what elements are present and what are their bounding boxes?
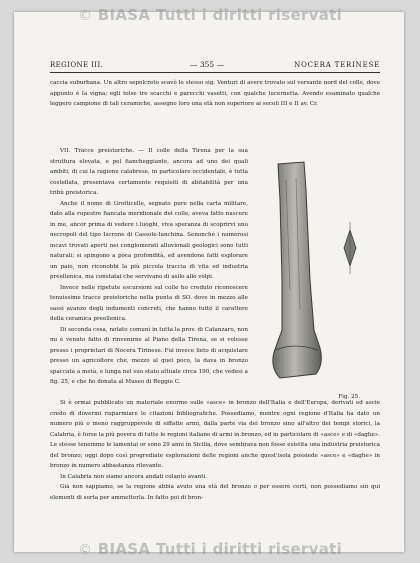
paragraph: Di seconda cosa, notato comunì in tutta la prov. di Catanzaro, non mi è venuto fatto di rinvenirne al Piano della Tirena, se si volesse presso i proprietari di Nocera Tirinese. Fui invece lieto di acquistare presso un agricoltore che, mezzo al quel poco, la dava in bronzo spaccata a metà, e lunga nel suo stato attuale circa 190, che vedesi a fig. 25, e che ho donata al Museo di Reggio C. xyxy=(50,326,248,385)
watermark-text: BIASA Tutti i diritti riservati xyxy=(97,540,343,558)
copyright-symbol: © xyxy=(77,8,93,24)
text-block-top xyxy=(50,78,380,110)
watermark-text: BIASA Tutti i diritti riservati xyxy=(97,6,343,24)
paragraph: Invece nelle ripetute escursioni sul colle ho creduto riconoscere tenuissime tracce preistoriche nella punta di SO. dove in mezzo alle sassi avanzo degli indumenti concreti, che hanno tutto il carattere della ceramica preellenica. xyxy=(50,284,248,322)
text-block-bottom xyxy=(50,398,380,503)
page-header xyxy=(50,60,380,73)
paragraph: In Calabria non siamo ancora andati colanto avanti. xyxy=(60,473,208,480)
copyright-symbol: © xyxy=(77,542,93,558)
paragraph: Già non sappiamo, se la regione abbia avuto una età del bronzo o per essere certi, non possediamo sin qui elementi di sorta per ammetterla. In fatto poi di bron- xyxy=(50,484,380,501)
axe-blade-icon xyxy=(273,162,321,378)
document-page xyxy=(14,12,404,552)
page-number: — 355 — xyxy=(190,60,225,69)
header-region: REGIONE III. xyxy=(50,61,104,69)
figure-caption: Fig. 25. xyxy=(338,394,360,400)
paragraph: caccia suburbana. Un altro sepolcreto scavò lo stesso sig. Venturi di avere trovato sul versante nord del colle, dove appunto è la vigna; egli tolse tre scacchi e parecchi vasetti, con qualche lucernetta. Avendo esaminato qualche leggero campione di tali ceramiche, assegno loro una età non superiore ai secoli III e II av. Cr. xyxy=(50,80,380,107)
text-block-narrow xyxy=(50,146,248,388)
bronze-axe-figure xyxy=(262,160,370,390)
paragraph: Si è ormai pubblicato un materiale enorme sulle «asce» in bronzo dell'Italia e dell'Europa, derivati ed ascie credo di dovermi risparmiare le citazioni bibliografiche. Possediamo, mentre ogni regione d'Italia ha dato un numero più o meno raggruppevole di siffatte armi, dalla parte via dei bronzo sino all'altro dei tempi storici, la Calabria, è forse la più povera di tutte le regioni italiane di armi in bronzo, ed in particolare di «asce» e di «daghe». Le stesse tenemmo le lamentai or sono 29 anni in Sicilia, dove sembrava non fosse esistita una industria preistorica del bronzo; oggi dopo così progrediate esplorazioni delle regioni anche quest'isola possiede «asce» e «daghe» in bronzo in numero abbastanza rilevante. xyxy=(50,400,380,469)
paragraph: VII. Tracce preistoriche. — Il colle della Tirena per la sua struttura elevata, e pel fiancheggiante, ancora ad uno dei quali ambiti, di cui la ragione calabrese, in particolare occidentale, è tutta costellata, presentava certamente requisiti di abitabilità per una tribù preistorica. xyxy=(50,148,248,196)
paragraph: Anche il nome di Grotticelle, segnato pure nella carta militare, dato alla rupestre fiancata meridionale del colle, aveva fatto nascere in me, ancor prima di vedere i luoghi, viva speranza di scoprirvi uno necropoli del tipo Iscrone di Cassole-Ianchina. Senonché i numerosi incavi trovati aperti nei conglomerati alluvionali geologici sono tutti naturali; si spingono a poca profondità, ed avendone fatti esplorare un paio, non riconobbi la più piccola traccia di vita ed industria preellenica, ma constatai che servivano di asilo alle volpi. xyxy=(50,200,248,280)
header-place: NOCERA TERINESE xyxy=(294,61,380,69)
